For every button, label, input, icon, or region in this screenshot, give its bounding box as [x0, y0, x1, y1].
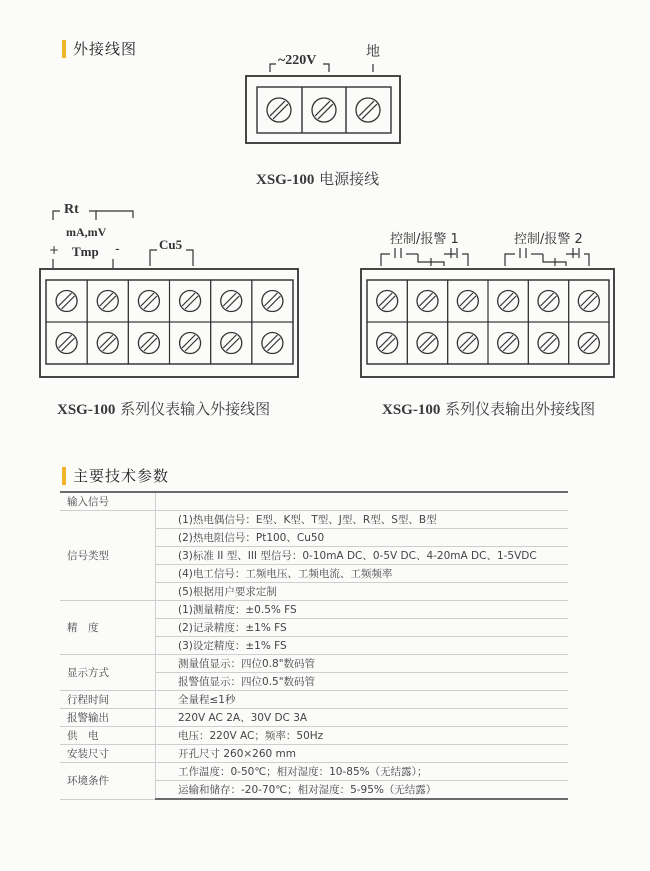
spec-value: (2)热电阻信号：Pt100、Cu50: [156, 529, 569, 547]
spec-value: 运输和储存：-20-70℃；相对湿度：5-95%（无结露）: [156, 781, 569, 800]
spec-value: 工作温度：0-50℃；相对湿度：10-85%（无结露）；: [156, 763, 569, 781]
terminal-screw-icon: [180, 333, 201, 354]
spec-value: (1)热电偶信号：E型、K型、T型、J型、R型、S型、B型: [156, 511, 569, 529]
spec-name: 环境条件: [60, 763, 156, 800]
terminal-cell: [170, 280, 211, 322]
terminal-cell: [448, 322, 488, 364]
spec-value: (3)设定精度：±1% FS: [156, 637, 569, 655]
spec-value: (1)测量精度：±0.5% FS: [156, 601, 569, 619]
spec-name: 安装尺寸: [60, 745, 156, 763]
spec-row-display: [60, 655, 568, 673]
input-caption-text: 系列仪表输入外接线图: [120, 400, 271, 418]
alarm2-label: 控制/报警 2: [514, 232, 583, 247]
output-caption: [382, 398, 595, 419]
terminal-screw-icon: [97, 291, 118, 312]
spec-name: 精 度: [60, 601, 156, 655]
spec-value: (4)电工信号：工频电压、工频电流、工频频率: [156, 565, 569, 583]
terminal-screw-icon: [180, 291, 201, 312]
plus-label: +: [49, 243, 60, 257]
terminal-cell: [528, 280, 568, 322]
spec-value: 全量程≤1秒: [156, 691, 569, 709]
voltage-label: ~220V: [278, 53, 317, 68]
spec-value: 开孔尺寸 260×260 mm: [156, 745, 569, 763]
terminal-cell: [367, 280, 407, 322]
terminal-screw-icon: [356, 98, 380, 122]
terminal-cell: [211, 280, 252, 322]
terminal-screw-icon: [457, 333, 478, 354]
spec-name: 报警输出: [60, 709, 156, 727]
terminal-cell: [128, 322, 169, 364]
output-caption-model: XSG-100: [382, 402, 441, 418]
terminal-screw-icon: [267, 98, 291, 122]
section-title: 主要技术参数: [73, 467, 170, 485]
cu5-label: Cu5: [159, 237, 183, 252]
terminal-screw-icon: [221, 333, 242, 354]
spec-value: (5)根据用户要求定制: [156, 583, 569, 601]
spec-name: 信号类型: [60, 511, 156, 601]
tmp-label: Tmp: [72, 244, 99, 259]
ground-label: 地: [366, 44, 380, 60]
spec-value: (3)标准 II 型、III 型信号：0-10mA DC、0-5V DC、4-20mA DC、1-5VDC: [156, 547, 569, 565]
terminal-screw-icon: [457, 291, 478, 312]
spec-row-signal-type: [60, 511, 568, 529]
spec-name: 输入信号: [60, 492, 156, 511]
section-title: 外接线图: [73, 40, 138, 58]
terminal-screw-icon: [377, 333, 398, 354]
terminal-cell: [46, 322, 87, 364]
terminal-cell: [46, 280, 87, 322]
terminal-screw-icon: [312, 98, 336, 122]
terminal-cell: [367, 322, 407, 364]
spec-table: [60, 491, 568, 800]
terminal-screw-icon: [578, 333, 599, 354]
section-header-specs: [62, 465, 169, 486]
input-caption-model: XSG-100: [57, 402, 116, 418]
terminal-screw-icon: [97, 333, 118, 354]
terminal-screw-icon: [56, 291, 77, 312]
terminal-cell: [252, 322, 293, 364]
terminal-screw-icon: [498, 333, 519, 354]
rt-label: Rt: [64, 202, 79, 217]
terminal-screw-icon: [377, 291, 398, 312]
minus-label: -: [115, 242, 120, 257]
alarm1-label: 控制/报警 1: [390, 232, 459, 247]
terminal-cell: [128, 280, 169, 322]
spec-value: 220V AC 2A、30V DC 3A: [156, 709, 569, 727]
terminal-cell: [87, 322, 128, 364]
spec-row-input: [60, 492, 568, 511]
spec-row-power: [60, 727, 568, 745]
output-caption-text: 系列仪表输出外接线图: [445, 400, 596, 418]
section-accent-bar: [62, 467, 66, 485]
spec-name: 显示方式: [60, 655, 156, 691]
terminal-cell: [488, 280, 528, 322]
terminal-screw-icon: [138, 291, 159, 312]
spec-value: 测量值显示：四位0.8"数码管: [156, 655, 569, 673]
terminal-screw-icon: [138, 333, 159, 354]
terminal-cell: [488, 322, 528, 364]
spec-name: 行程时间: [60, 691, 156, 709]
terminal-screw-icon: [221, 291, 242, 312]
terminal-screw-icon: [56, 333, 77, 354]
spec-name: 供 电: [60, 727, 156, 745]
power-caption-text: 电源接线: [319, 170, 380, 188]
terminal-cell: [87, 280, 128, 322]
terminal-cell: [448, 280, 488, 322]
spec-row-alarm-output: [60, 709, 568, 727]
terminal-screw-icon: [538, 291, 559, 312]
spec-row-travel: [60, 691, 568, 709]
terminal-screw-icon: [262, 333, 283, 354]
power-caption: [256, 168, 379, 189]
power-caption-model: XSG-100: [256, 172, 315, 188]
terminal-screw-icon: [578, 291, 599, 312]
terminal-screw-icon: [498, 291, 519, 312]
terminal-cell: [170, 322, 211, 364]
terminal-cell: [569, 322, 609, 364]
input-caption: [57, 398, 270, 419]
terminal-screw-icon: [538, 333, 559, 354]
terminal-cell: [407, 322, 447, 364]
terminal-cell: [569, 280, 609, 322]
power-terminal-block: [246, 76, 400, 143]
spec-value: 电压：220V AC；频率：50Hz: [156, 727, 569, 745]
spec-row-install: [60, 745, 568, 763]
spec-value: 报警值显示：四位0.5"数码管: [156, 673, 569, 691]
terminal-screw-icon: [417, 333, 438, 354]
spec-row-environment: [60, 763, 568, 781]
spec-value: (2)记录精度：±1% FS: [156, 619, 569, 637]
spec-row-accuracy: [60, 601, 568, 619]
terminal-cell: [528, 322, 568, 364]
terminal-cell: [252, 280, 293, 322]
terminal-cell: [211, 322, 252, 364]
terminal-screw-icon: [262, 291, 283, 312]
terminal-cell: [407, 280, 447, 322]
ma-mv-label: mA,mV: [66, 225, 107, 239]
terminal-screw-icon: [417, 291, 438, 312]
